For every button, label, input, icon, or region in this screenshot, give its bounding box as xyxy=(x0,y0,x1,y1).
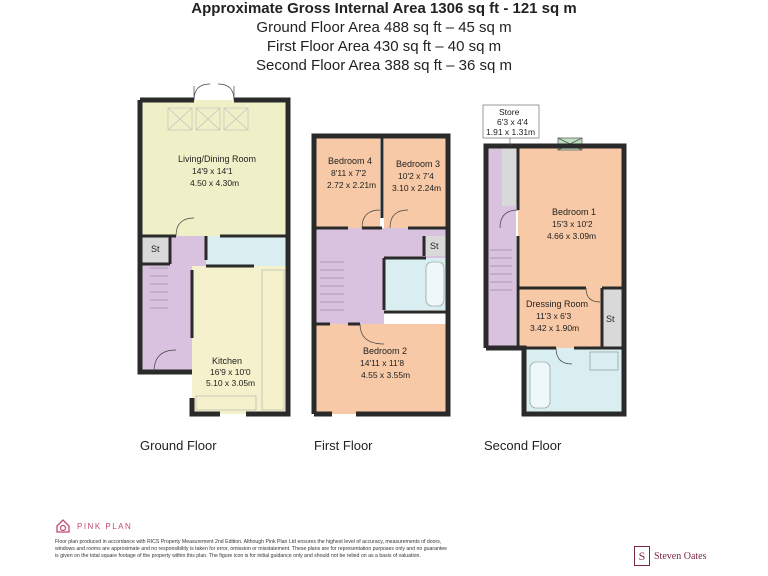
bedroom-4-name: Bedroom 4 xyxy=(328,156,373,166)
living-room-metric: 4.50 x 4.30m xyxy=(190,178,240,188)
bedroom-2-metric: 4.55 x 3.55m xyxy=(361,370,411,380)
dressing-room-name: Dressing Room xyxy=(526,299,589,309)
bedroom-1-name: Bedroom 1 xyxy=(552,207,597,217)
bedroom-3-imperial: 10'2 x 7'4 xyxy=(398,171,434,181)
bedroom-4-imperial: 8'11 x 7'2 xyxy=(331,168,367,178)
first-floor-area: First Floor Area 430 sq ft – 40 sq m xyxy=(266,38,502,55)
first-stairs-area xyxy=(314,228,348,324)
bedroom-3-room xyxy=(384,136,448,228)
pink-plan-label: PINK PLAN xyxy=(77,521,133,531)
bedroom-2-imperial: 14'11 x 11'8 xyxy=(360,358,405,368)
living-room-name: Living/Dining Room xyxy=(178,154,257,164)
first-hall-lower xyxy=(348,258,384,324)
bedroom-4-metric: 2.72 x 2.21m xyxy=(327,180,377,190)
bedroom-2-room xyxy=(314,324,448,414)
agent-logo-icon: S xyxy=(634,546,650,566)
dressing-room-metric: 3.42 x 1.90m xyxy=(530,323,580,333)
floor-plan-disclaimer: Floor plan produced in accordance with RICS Property Measurement 2nd Edition. Although Pink Plan Ltd ensures the highest level of accuracy, measurements of doors, windows and rooms are approximate and no responsibility is taken for error, omission or misstatement. These plans are for representation purposes only and no guarantee is given on the total square footage of the property within this plan. The figure icon is for initial guidance only and should not be relied on as a basis of valuation. xyxy=(55,539,448,559)
ground-floor-plan xyxy=(140,84,288,453)
bedroom-1-imperial: 15'3 x 10'2 xyxy=(552,219,593,229)
second-floor-label: Second Floor xyxy=(484,438,562,453)
living-room-imperial: 14'9 x 14'1 xyxy=(192,166,233,176)
bedroom-2-name: Bedroom 2 xyxy=(363,346,408,356)
second-store-imperial: 6'3 x 4'4 xyxy=(497,117,529,127)
kitchen-room xyxy=(192,266,288,414)
kitchen-metric: 5.10 x 3.05m xyxy=(206,378,256,388)
agent-name: Steven Oates xyxy=(654,550,707,562)
kitchen-name: Kitchen xyxy=(212,356,243,366)
gross-area-title: Approximate Gross Internal Area 1306 sq ft - 121 sq m xyxy=(191,0,577,17)
pink-plan-brand xyxy=(55,518,132,534)
bedroom-3-metric: 3.10 x 2.24m xyxy=(392,183,442,193)
second-bath-tub xyxy=(530,362,550,408)
kitchen-imperial: 16'9 x 10'0 xyxy=(210,367,251,377)
ground-wc xyxy=(206,236,288,266)
first-bath-tub xyxy=(426,262,444,306)
second-st-label: St xyxy=(606,314,615,324)
second-floor-area: Second Floor Area 388 sq ft – 36 sq m xyxy=(256,57,512,74)
ground-floor-area: Ground Floor Area 488 sq ft – 45 sq m xyxy=(256,19,512,36)
second-floor-plan xyxy=(483,105,624,453)
first-store-label: St xyxy=(430,241,439,251)
second-store-name: Store xyxy=(499,107,520,117)
bedroom-1-room xyxy=(518,146,624,288)
bedroom-1-metric: 4.66 x 3.09m xyxy=(547,231,597,241)
agent-brand xyxy=(634,546,707,566)
pink-plan-logo-icon xyxy=(55,518,71,534)
bedroom-3-name: Bedroom 3 xyxy=(396,159,441,169)
dressing-room-imperial: 11'3 x 6'3 xyxy=(536,311,572,321)
ground-floor-label: Ground Floor xyxy=(140,438,217,453)
second-store-metric: 1.91 x 1.31m xyxy=(486,127,536,137)
first-floor-plan xyxy=(314,136,448,453)
first-floor-label: First Floor xyxy=(314,438,373,453)
ground-store-label: St xyxy=(151,244,160,254)
